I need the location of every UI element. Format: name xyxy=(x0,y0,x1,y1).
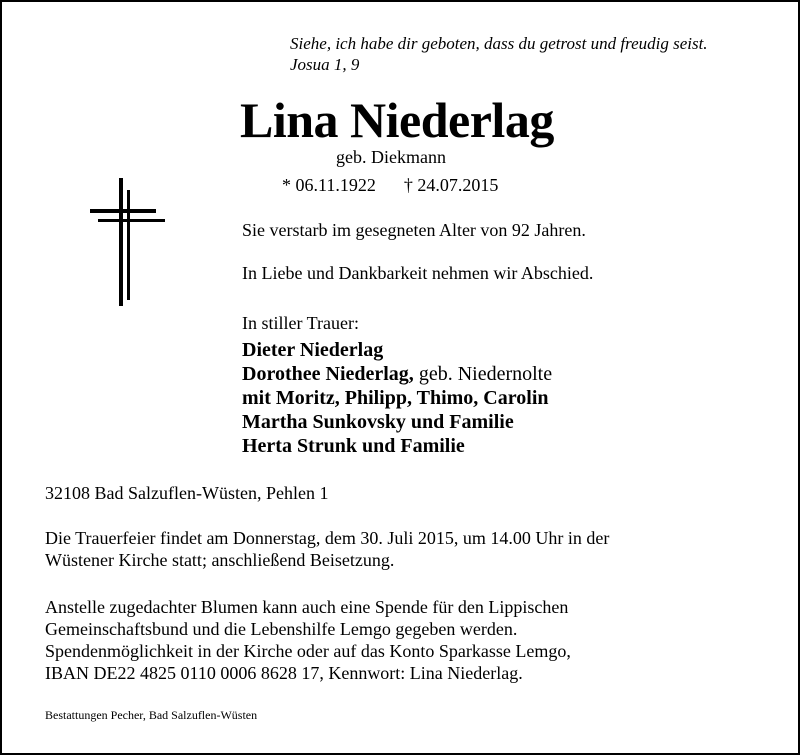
mourning-intro: In stiller Trauer: xyxy=(242,313,359,333)
address: 32108 Bad Salzuflen-Wüsten, Pehlen 1 xyxy=(45,483,329,503)
verse-line-1: Siehe, ich habe dir geboten, dass du getrost und freudig seist. xyxy=(290,34,708,53)
mourners-list xyxy=(242,338,552,458)
age-text: Sie verstarb im gesegneten Alter von 92 Jahren. xyxy=(242,220,586,240)
death-date: † 24.07.2015 xyxy=(403,175,499,195)
farewell-text: In Liebe und Dankbarkeit nehmen wir Abschied. xyxy=(242,263,594,283)
life-dates xyxy=(282,174,498,196)
mourner-2-name: Dorothee Niederlag, xyxy=(242,363,414,385)
funeral-line-1: Die Trauerfeier findet am Donnerstag, dem 30. Juli 2015, um 14.00 Uhr in der xyxy=(45,528,610,548)
mourner-4: Martha Sunkovsky und Familie xyxy=(242,411,514,433)
mourner-2-born: geb. Niedernolte xyxy=(413,363,553,385)
mourner-5: Herta Strunk und Familie xyxy=(242,435,465,457)
birth-date: * 06.11.1922 xyxy=(282,175,376,195)
double-cross-icon xyxy=(88,178,168,308)
funeral-home: Bestattungen Pecher, Bad Salzuflen-Wüsten xyxy=(45,708,258,722)
donation-line-2: Gemeinschaftsbund und die Lebenshilfe Lemgo gegeben werden. xyxy=(45,619,518,639)
deceased-name: Lina Niederlag xyxy=(240,92,554,148)
mourner-1: Dieter Niederlag xyxy=(242,339,384,361)
funeral-info xyxy=(45,527,609,571)
mourner-3: mit Moritz, Philipp, Thimo, Carolin xyxy=(242,387,549,409)
funeral-line-2: Wüstener Kirche statt; anschließend Beisetzung. xyxy=(45,550,395,570)
donation-info xyxy=(45,596,571,684)
donation-line-4: IBAN DE22 4825 0110 0006 8628 17, Kennwort: Lina Niederlag. xyxy=(45,663,523,683)
donation-line-1: Anstelle zugedachter Blumen kann auch eine Spende für den Lippischen xyxy=(45,597,569,617)
donation-line-3: Spendenmöglichkeit in der Kirche oder auf das Konto Sparkasse Lemgo, xyxy=(45,641,571,661)
bible-verse xyxy=(290,33,708,75)
mourner-2 xyxy=(242,362,552,386)
verse-reference: Josua 1, 9 xyxy=(290,55,360,74)
born-name: geb. Diekmann xyxy=(336,147,446,167)
